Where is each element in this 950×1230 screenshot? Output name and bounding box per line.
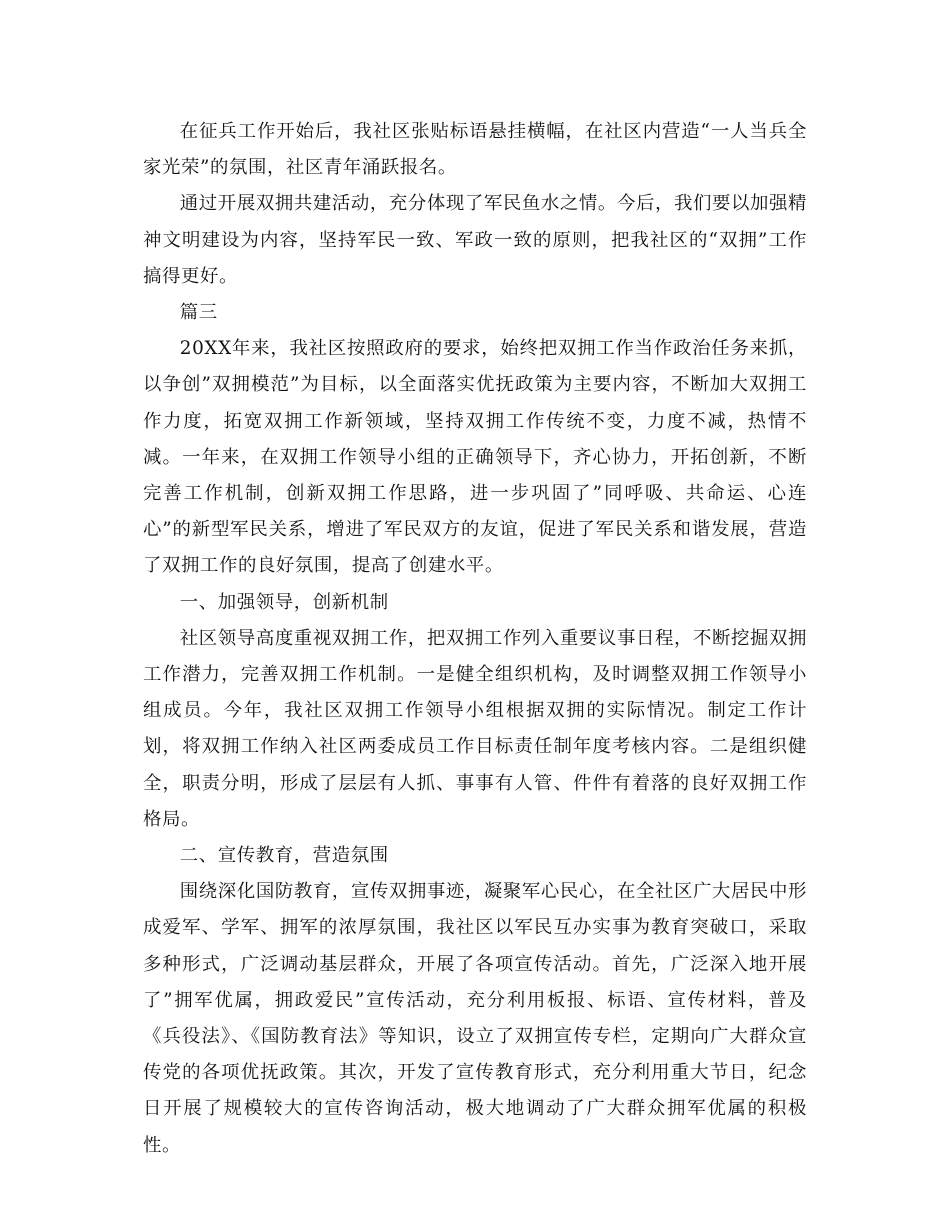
heading-leadership: 一、加强领导，创新机制 xyxy=(179,591,389,613)
section-title-part-three: 篇三 xyxy=(179,302,218,324)
document-page xyxy=(143,114,807,1164)
heading-publicity: 二、宣传教育，营造氛围 xyxy=(179,845,389,867)
paragraph-publicity: 围绕深化国防教育，宣传双拥事迹，凝聚军心民心，在全社区广大居民中形成爱军、学军、拥军的浓厚氛围，我社区以军民互办实事为教育突破口，采取多种形式，广泛调动基层群众，开展了各项宣传活动。首先，广泛深入地开展了”拥军优属，拥政爱民”宣传活动，充分利用板报、标语、宣传材料，普及《兵役法》、《国防教育法》等知识，设立了双拥宣传专栏，定期向广大群众宣传党的各项优抚政策。其次，开发了宣传教育形式，充分利用重大节日，纪念日开展了规模较大的宣传咨询活动，极大地调动了广大群众拥军优属的积极性。 xyxy=(143,881,807,1156)
paragraph-overview: 20XX年来，我社区按照政府的要求，始终把双拥工作当作政治任务来抓，以争创”双拥模范”为目标，以全面落实优抚政策为主要内容，不断加大双拥工作力度，拓宽双拥工作新领域，坚持双拥工作传统不变，力度不减，热情不减。一年来，在双拥工作领导小组的正确领导下，齐心协力，开拓创新，不断完善工作机制，创新双拥工作思路，进一步巩固了”同呼吸、共命运、心连心”的新型军民关系，增进了军民双方的友谊，促进了军民关系和谐发展，营造了双拥工作的良好氛围，提高了创建水平。 xyxy=(143,338,807,577)
paragraph-conclusion: 通过开展双拥共建活动，充分体现了军民鱼水之情。今后，我们要以加强精神文明建设为内容，坚持军民一致、军政一致的原则，把我社区的“双拥”工作搞得更好。 xyxy=(143,193,807,287)
paragraph-leadership: 社区领导高度重视双拥工作，把双拥工作列入重要议事日程，不断挖掘双拥工作潜力，完善双拥工作机制。一是健全组织机构，及时调整双拥工作领导小组成员。今年，我社区双拥工作领导小组根据双拥的实际情况。制定工作计划，将双拥工作纳入社区两委成员工作目标责任制年度考核内容。二是组织健全，职责分明，形成了层层有人抓、事事有人管、件件有着落的良好双拥工作格局。 xyxy=(143,627,807,830)
paragraph-recruitment: 在征兵工作开始后，我社区张贴标语悬挂横幅，在社区内营造“一人当兵全家光荣”的氛围，社区青年涌跃报名。 xyxy=(143,121,807,179)
